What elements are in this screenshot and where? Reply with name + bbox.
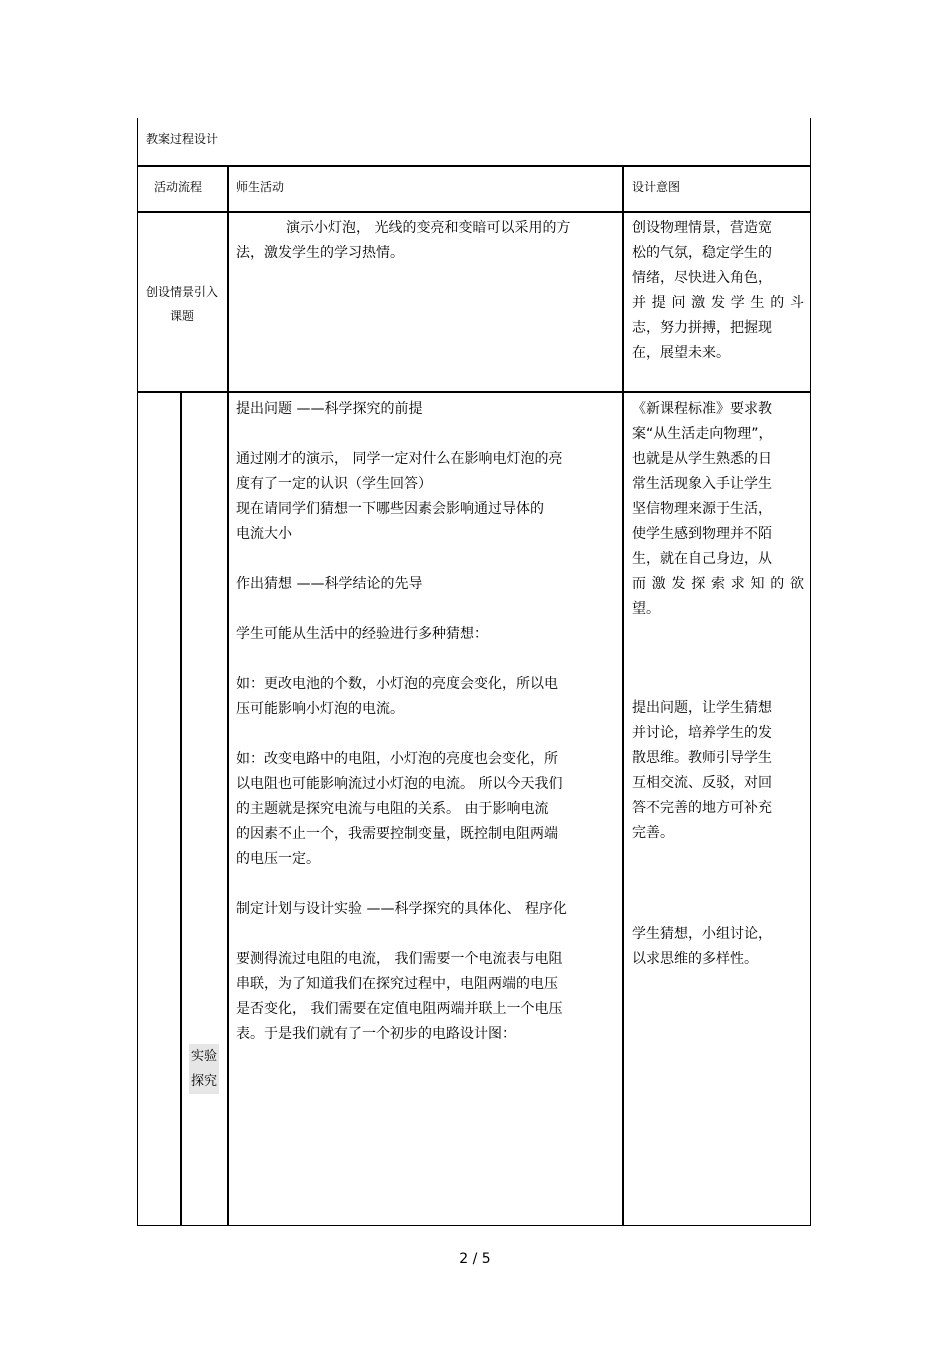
activity-line: 学生可能从生活中的经验进行多种猜想： (236, 626, 488, 642)
row1-intent-line: 并提问激发学生的斗 (632, 295, 804, 311)
activity-line: 如：改变电路中的电阻，小灯泡的亮度也会变化，所 (236, 751, 558, 767)
col-divider-intent (622, 165, 624, 1226)
title-row-bottom (137, 165, 811, 167)
header-row-bottom (137, 211, 811, 213)
row1-intent-line: 创设物理情景，营造宽 (632, 220, 772, 236)
row1-activity-line: 法，激发学生的学习热情。 (236, 245, 404, 261)
intent-line: 生，就在自己身边，从 (632, 551, 772, 567)
intent-line: 案“从生活走向物理”， (632, 426, 773, 442)
col-divider-flow (227, 165, 229, 1226)
activity-heading-hypothesis: 作出猜想 ——科学结论的先导 (236, 576, 423, 592)
activity-line: 表。于是我们就有了一个初步的电路设计图： (236, 1026, 516, 1042)
row2-intent-block-2 (632, 696, 804, 846)
row1-intent-line: 松的气氛，稳定学生的 (632, 245, 772, 261)
row1-activity-cell (236, 216, 616, 266)
row1-intent-cell (632, 216, 804, 366)
intent-line: 常生活现象入手让学生 (632, 476, 772, 492)
activity-line: 的电压一定。 (236, 851, 320, 867)
activity-line: 串联，为了知道我们在探究过程中，电阻两端的电压 (236, 976, 558, 992)
activity-heading-plan-design: 制定计划与设计实验 ——科学探究的具体化、 程序化 (236, 901, 567, 917)
intent-line: 散思维。教师引导学生 (632, 750, 772, 766)
header-teacher-student-activity: 师生活动 (236, 180, 285, 194)
row2-activity-cell (236, 397, 616, 1047)
table-bottom-border (137, 1225, 811, 1226)
row2-intent-block-1 (632, 397, 804, 622)
row2-label-line: 探究 (189, 1069, 219, 1094)
activity-heading-ask-question: 提出问题 ——科学探究的前提 (236, 401, 423, 417)
activity-line: 压可能影响小灯泡的电流。 (236, 701, 404, 717)
intent-line: 而激发探索求知的欲 (632, 576, 804, 592)
activity-line: 以电阻也可能影响流过小灯泡的电流。 所以今天我们 (236, 776, 563, 792)
intent-line: 答不完善的地方可补充 (632, 800, 772, 816)
intent-line: 学生猜想，小组讨论， (632, 926, 772, 942)
row1-intent-line: 情绪，尽快进入角色， (632, 270, 772, 286)
intent-line: 以求思维的多样性。 (632, 951, 758, 967)
header-activity-flow: 活动流程 (154, 180, 203, 194)
activity-line: 电流大小 (236, 526, 292, 542)
intent-line: 使学生感到物理并不陌 (632, 526, 772, 542)
intent-line: 《新课程标准》要求教 (632, 401, 772, 417)
sub-col-divider (180, 391, 182, 1226)
row2-label (189, 1044, 219, 1094)
intent-line: 完善。 (632, 825, 674, 841)
page-number: 2 / 5 (459, 1251, 491, 1267)
row1-flow-cell (138, 280, 226, 328)
intent-line: 坚信物理来源于生活， (632, 501, 772, 517)
activity-line: 的主题就是探究电流与电阻的关系。 由于影响电流 (236, 801, 549, 817)
intent-line: 也就是从学生熟悉的日 (632, 451, 772, 467)
row2-intent-block-3 (632, 922, 804, 972)
table-title: 教案过程设计 (146, 132, 219, 146)
header-design-intent: 设计意图 (632, 180, 681, 194)
activity-line: 如：更改电池的个数，小灯泡的亮度会变化，所以电 (236, 676, 558, 692)
row1-activity-line: 演示小灯泡， 光线的变亮和变暗可以采用的方 (286, 220, 571, 236)
activity-line: 是否变化， 我们需要在定值电阻两端并联上一个电压 (236, 1001, 563, 1017)
row1-flow-line: 创设情景引入 (145, 285, 218, 299)
activity-line: 现在请同学们猜想一下哪些因素会影响通过导体的 (236, 501, 544, 517)
intent-line: 望。 (632, 601, 660, 617)
activity-line: 的因素不止一个，我需要控制变量，既控制电阻两端 (236, 826, 558, 842)
row2-label-line: 实验 (189, 1044, 219, 1069)
row1-intent-line: 志，努力拼搏，把握现 (632, 320, 772, 336)
activity-line: 通过刚才的演示， 同学一定对什么在影响电灯泡的亮 (236, 451, 563, 467)
row1-flow-line: 课题 (169, 309, 194, 323)
table-right-border (810, 118, 811, 1226)
activity-line: 要测得流过电阻的电流， 我们需要一个电流表与电阻 (236, 951, 563, 967)
row1-intent-line: 在，展望未来。 (632, 345, 730, 361)
activity-line: 度有了一定的认识（学生回答） (236, 476, 432, 492)
intent-line: 提出问题，让学生猜想 (632, 700, 772, 716)
intent-line: 并讨论，培养学生的发 (632, 725, 772, 741)
row1-bottom (137, 391, 811, 393)
intent-line: 互相交流、反驳，对回 (632, 775, 772, 791)
